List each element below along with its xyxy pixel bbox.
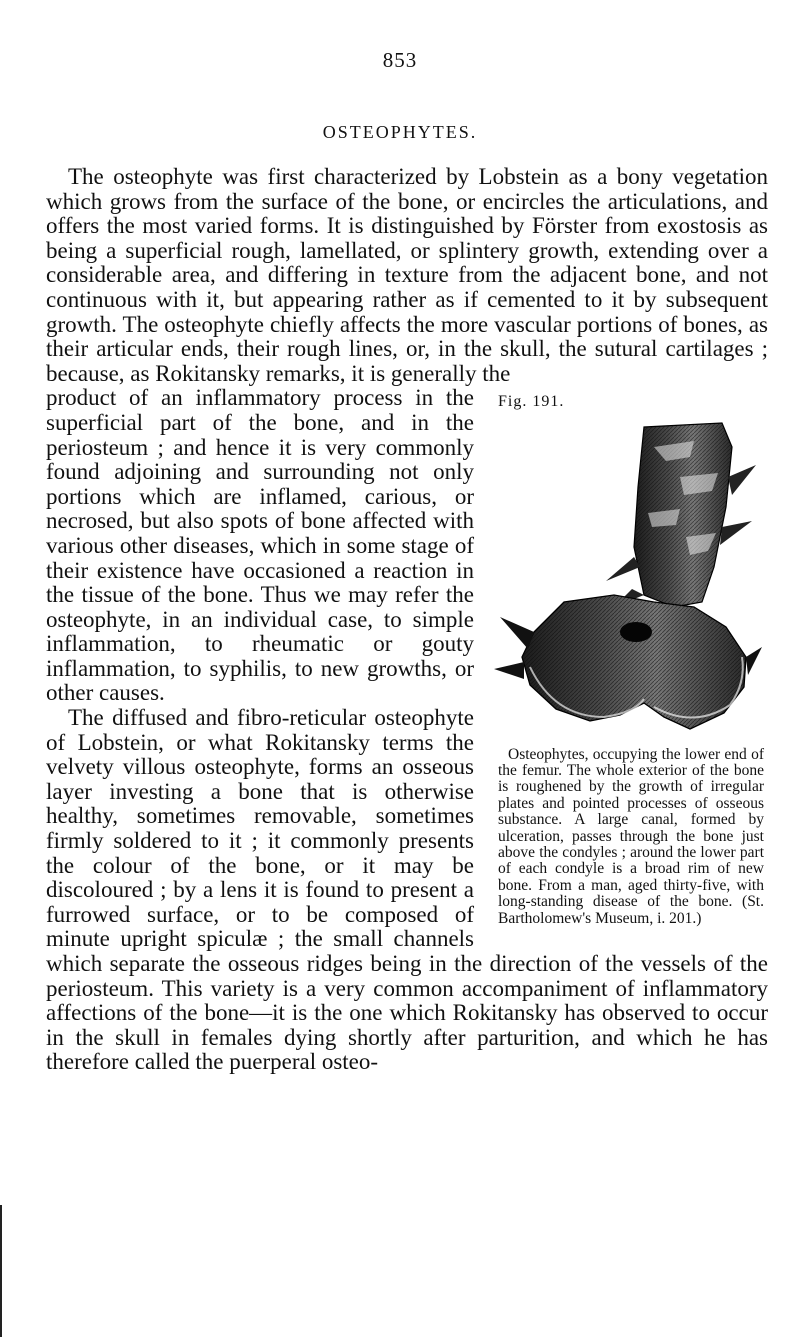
figure-caption: Osteophytes, occupying the lower end of the femur. The whole exterior of the bone is roughened by the growth of irregular plates and pointed processes of osseous substance. A large canal, formed by ulceration, passes through the bone just above the condyles ; around the lower part of each condyle is a broad rim of new bone. From a man, aged thirty-five, with long-standing disease of the bone. (St. Bartholomew's Museum, i. 201.) — [498, 745, 764, 927]
page-number: 853 — [382, 48, 418, 72]
page-edge-rule — [0, 1205, 2, 1337]
running-head: OSTEOPHYTES. — [322, 122, 478, 142]
paragraph-2-text: The diffused and fibro-reticular osteophyte of Lobstein, or what Rokitansky terms the velvety villous osteophyte, forms an osseous layer investing a bone that is otherwise healthy, sometimes removable, sometimes firmly soldered to it ; it commonly presents the colour of the bone, or it may be discoloured ; by a lens it is found to present a furrowed surface, or to be composed of minute upright spiculæ ; the small channels which separate the osseous ridges being in the direction of the vessels of the periosteum. This variety is a very common accompaniment of inflammatory affections of the bone—it is the one which Rokitansky has observed to occur in the skull in females dying shortly after parturition, and which he has therefore called the puerperal osteo- — [46, 705, 768, 1075]
paragraph-1-lead — [46, 165, 768, 386]
paragraph-1-lead-text: The osteophyte was first characterized by Lobstein as a bony vegetation which grows from the surface of the bone, or encircles the articulations, and offers the most varied forms. It is distinguished by Förster from exostosis as being a superficial rough, lamellated, or splintery growth, extending over a considerable area, and differing in texture from the adjacent bone, and not continuous with it, but appearing rather as if cemented to it by subsequent growth. The osteophyte chiefly affects the more vascular portions of bones, as their articular ends, their rough lines, or, in the skull, the sutural cartilages ; because, as Rokitansky remarks, it is generally the — [46, 164, 768, 386]
femur-osteophyte-illustration — [494, 417, 762, 739]
figure-191 — [486, 386, 768, 927]
figure-label: Fig. 191. — [498, 393, 565, 411]
body-text — [46, 165, 768, 1075]
paragraph-1-rest-text: product of an inflammatory process in the superficial part of the bone, and in the periosteum ; and hence it is very commonly found adjoining and surrounding not only portions which are inflamed, carious, or necrosed, but also spots of bone affected with various other diseases, which in some stage of their existence have occasioned a reaction in the tissue of the bone. Thus we may refer the osteophyte, in an individual case, to simple inflammation, to rheumatic or gouty inflammation, to syphilis, to new growths, or other causes. — [46, 385, 474, 706]
